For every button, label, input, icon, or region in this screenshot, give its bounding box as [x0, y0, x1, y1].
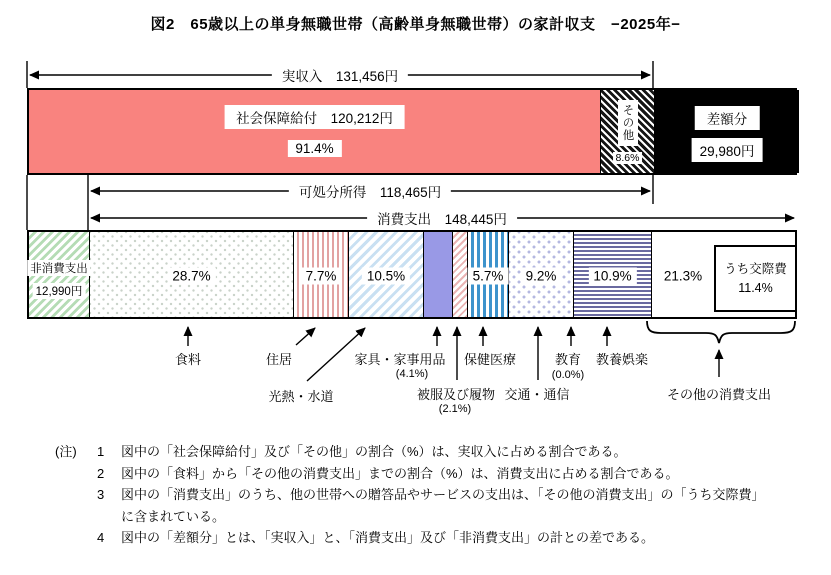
label-medical: 保健医療	[463, 352, 517, 367]
note-number: 4	[97, 530, 105, 545]
utilities-pct: 10.5%	[362, 268, 410, 285]
note-number: 1	[97, 444, 105, 459]
note-row-4	[55, 527, 776, 549]
transport-pct: 9.2%	[521, 268, 562, 285]
social-security-pct: 91.4%	[287, 140, 341, 157]
segment-clothing	[453, 232, 468, 317]
segment-transport	[509, 232, 574, 317]
other-income-pct: 8.6%	[613, 152, 643, 164]
notes	[55, 441, 776, 549]
disposable-arrow-label: 可処分所得 118,465円	[289, 180, 451, 202]
note-text: 図中の「社会保障給付」及び「その他」の割合（%）は、実収入に占める割合である。	[121, 444, 627, 459]
recreation-pct: 10.9%	[588, 268, 636, 285]
segment-other-income	[601, 90, 655, 173]
segment-non-consumption	[29, 232, 90, 317]
label-food: 食料	[174, 352, 202, 367]
segment-social-security	[29, 90, 601, 173]
note-text: 図中の「差額分」とは、「実収入」と、「消費支出」及び「非消費支出」の計との差である。	[121, 530, 655, 545]
segment-recreation	[574, 232, 652, 317]
note-row-2	[55, 463, 776, 485]
note-row-1	[55, 441, 776, 463]
label-housing: 住居	[265, 352, 293, 367]
label-transport: 交通・通信	[504, 387, 570, 402]
kosaihi-box	[714, 245, 797, 312]
segment-balance	[655, 90, 799, 173]
non-consumption-value: 12,990円	[33, 283, 86, 299]
kosaihi-label: うち交際費	[724, 262, 787, 277]
label-furniture: 家具・家事用品	[354, 352, 446, 367]
note-text: 図中の「食料」から「その他の消費支出」までの割合（%）は、消費支出に占める割合である。	[121, 465, 679, 481]
callout-arrow-housing	[296, 328, 315, 345]
consumption-arrow-label: 消費支出 148,445円	[367, 207, 517, 229]
income-arrow-label: 実収入 131,456円	[272, 64, 408, 86]
other-income-label: その他	[618, 100, 638, 146]
other-consumption-brace	[647, 321, 795, 343]
segment-utilities	[349, 232, 424, 317]
note-number: 2	[97, 465, 105, 481]
note-row-3	[55, 484, 776, 527]
label-education-pct: (0.0%)	[551, 369, 585, 381]
balance-value: 29,980円	[692, 138, 763, 162]
medical-pct: 5.7%	[468, 268, 509, 285]
housing-pct: 7.7%	[301, 268, 342, 285]
segment-housing	[294, 232, 349, 317]
label-recreation: 教養娯楽	[595, 352, 649, 367]
note-number: 3	[97, 487, 105, 502]
label-education: 教育	[554, 352, 582, 367]
segment-medical	[468, 232, 509, 317]
notes-prefix: (注)	[55, 444, 77, 459]
label-utilities: 光熱・水道	[268, 389, 334, 404]
figure-title: 図2 65歳以上の単身無職世帯（高齢単身無職世帯）の家計収支 −2025年−	[150, 16, 681, 33]
income-bar	[27, 88, 797, 175]
label-clothing: 被服及び履物	[416, 387, 496, 402]
kosaihi-pct: 11.4%	[738, 280, 773, 295]
food-pct: 28.7%	[167, 268, 215, 285]
non-consumption-label: 非消費支出	[27, 260, 91, 276]
label-other-consumption: その他の消費支出	[666, 387, 772, 402]
social-security-label: 社会保障給付 120,212円	[224, 105, 405, 129]
label-clothing-pct: (2.1%)	[438, 403, 472, 415]
expenditure-bar	[27, 230, 797, 319]
label-furniture-pct: (4.1%)	[395, 368, 429, 380]
note-text: 図中の「消費支出」のうち、他の世帯への贈答品やサービスの支出は、「その他の消費支出」の「うち交際費」に含まれている。	[121, 487, 765, 524]
balance-label: 差額分	[695, 106, 760, 130]
segment-furniture	[424, 232, 453, 317]
segment-food	[90, 232, 294, 317]
other-consumption-pct: 21.3%	[663, 268, 703, 284]
